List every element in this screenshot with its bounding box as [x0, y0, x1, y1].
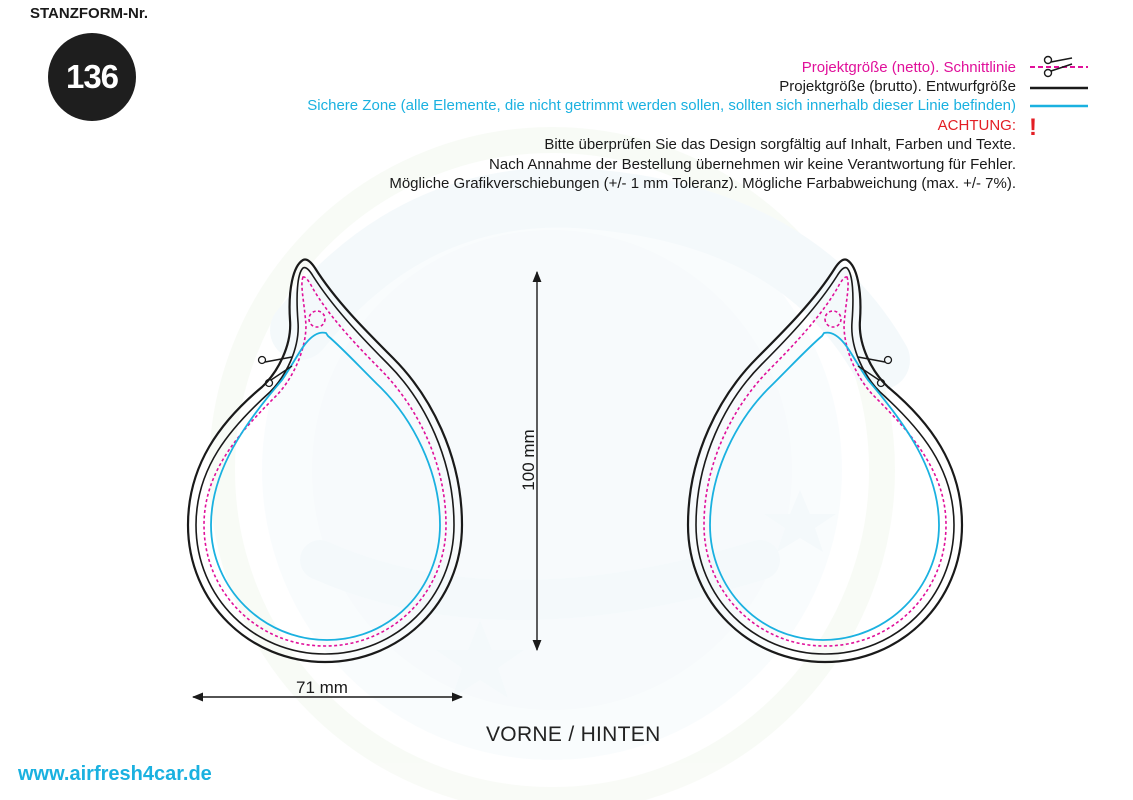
front-safe-zone: [211, 333, 440, 640]
back-safe-zone: [710, 333, 939, 640]
form-number-badge: 136: [48, 33, 136, 121]
legend-cut-line-label: Projektgröße (netto). Schnittlinie: [801, 59, 1016, 76]
width-label: 71 mm: [296, 678, 348, 697]
hang-hole-icon: [825, 311, 841, 327]
view-label: VORNE / HINTEN: [486, 723, 661, 746]
website-link[interactable]: www.airfresh4car.de: [18, 763, 212, 785]
hang-hole-icon: [309, 311, 325, 327]
legend-warning-label: ACHTUNG:: [937, 117, 1016, 134]
back-shape: [688, 259, 962, 662]
legend-design-size-label: Projektgröße (brutto). Entwurfgröße: [779, 78, 1016, 95]
front-shape: [188, 259, 462, 662]
form-label: STANZFORM-Nr.: [30, 5, 149, 22]
note-no-liability: Nach Annahme der Bestellung übernehmen wir keine Verantwortung für Fehler.: [489, 156, 1016, 173]
note-check-design: Bitte überprüfen Sie das Design sorgfältig auf Inhalt, Farben und Texte.: [544, 136, 1016, 153]
warning-icon: !: [1029, 114, 1037, 141]
note-tolerance: Mögliche Grafikverschiebungen (+/- 1 mm Toleranz). Mögliche Farbabweichung (max. +/- 7%).: [389, 175, 1016, 192]
legend-safe-zone-label: Sichere Zone (alle Elemente, die nicht getrimmt werden sollen, sollten sich innerhalb dieser Linie befinden): [307, 97, 1016, 114]
height-label: 100 mm: [519, 429, 538, 491]
